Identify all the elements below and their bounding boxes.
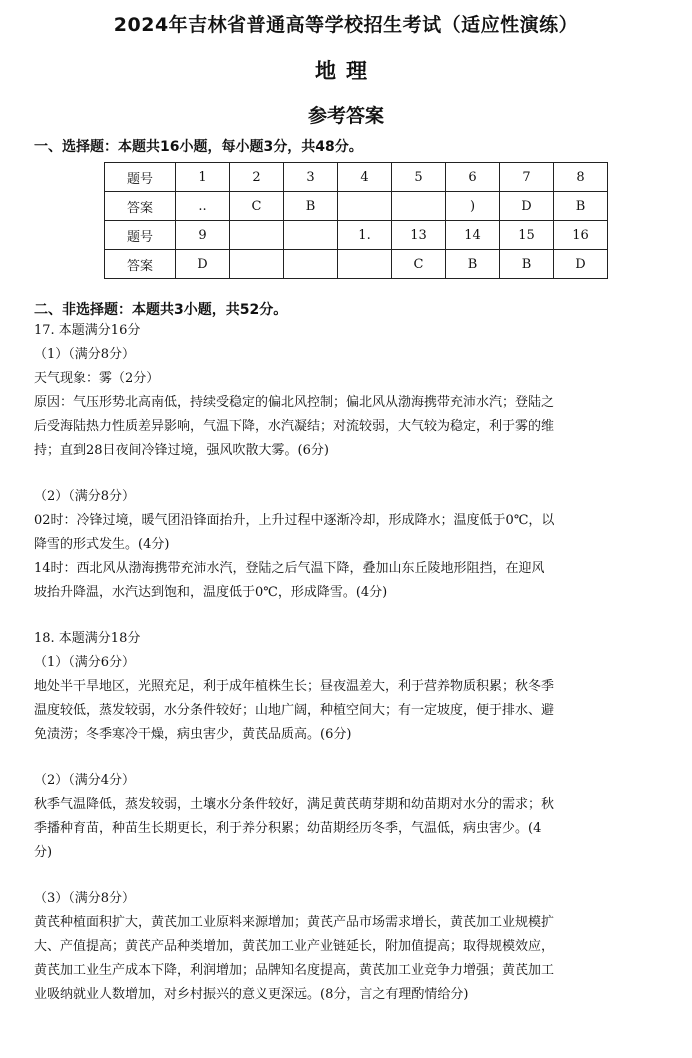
q17-part1-line: 持；直到28日夜间冷锋过境，强风吹散大雾。(6分) [34, 443, 329, 458]
answer-table-cell: D [500, 192, 554, 221]
answer-table-row [105, 221, 608, 250]
question-18 [34, 627, 658, 1007]
answer-table-row [105, 163, 608, 192]
q18-part3-head: （3）（满分8分） [34, 891, 136, 906]
q17-part1-line: 天气现象：雾（2分） [34, 371, 160, 386]
question-17 [34, 319, 658, 605]
q18-part2-line: 季播种育苗，种苗生长期更长，利于养分积累；幼苗期经历冬季，气温低，病虫害少。(4 [34, 821, 542, 836]
answer-table-cell: B [284, 192, 338, 221]
answer-table-cell [392, 192, 446, 221]
answer-table-cell: 14 [446, 221, 500, 250]
answer-table-cell: C [392, 250, 446, 279]
q18-part3-line: 大、产值提高；黄芪产品种类增加，黄芪加工业产业链延长，附加值提高；取得规模效应， [34, 939, 555, 954]
answer-table-cell [230, 250, 284, 279]
answer-table-cell: 9 [176, 221, 230, 250]
answer-table-cell: 15 [500, 221, 554, 250]
answer-table-cell [338, 250, 392, 279]
answer-table-cell: 2 [230, 163, 284, 192]
answer-table-cell: D [176, 250, 230, 279]
answer-table-row [105, 250, 608, 279]
q17-part2-line: 坡抬升降温，水汽达到饱和，温度低于0℃，形成降雪。(4分) [34, 585, 388, 600]
q17-part2-line: 降雪的形式发生。(4分) [34, 537, 170, 552]
q18-part1-head: （1）（满分6分） [34, 655, 136, 670]
answer-table-cell: B [446, 250, 500, 279]
answer-table-cell: 1 [176, 163, 230, 192]
answer-table-cell: ) [446, 192, 500, 221]
answer-table-cell: 16 [554, 221, 608, 250]
answer-table-cell: 7 [500, 163, 554, 192]
q18-title: 18. 本题满分18分 [34, 631, 141, 646]
answer-table-cell: B [554, 192, 608, 221]
q18-part2-head: （2）（满分4分） [34, 773, 136, 788]
q18-part1-line: 温度较低，蒸发较弱，水分条件较好；山地广阔，种植空间大；有一定坡度，便于排水、避 [34, 703, 555, 718]
answer-table-cell: .. [176, 192, 230, 221]
q18-part1-line: 免渍涝；冬季寒冷干燥，病虫害少，黄芪品质高。(6分) [34, 727, 352, 742]
q17-part2-head: （2）（满分8分） [34, 489, 136, 504]
answer-table-row-label: 题号 [105, 163, 176, 192]
q18-part2-line: 秋季气温降低，蒸发较弱，土壤水分条件较好，满足黄芪萌芽期和幼苗期对水分的需求；秋 [34, 797, 555, 812]
answer-table-cell [338, 192, 392, 221]
answer-table-cell: B [500, 250, 554, 279]
q18-part3-line: 黄芪加工业生产成本下降，利润增加；品牌知名度提高，黄芪加工业竞争力增强；黄芪加工 [34, 963, 555, 978]
answer-table-cell: 6 [446, 163, 500, 192]
answer-table-cell: 13 [392, 221, 446, 250]
section2-heading: 二、非选择题：本题共3小题，共52分。 [34, 302, 288, 318]
q17-part1-line: 原因：气压形势北高南低，持续受稳定的偏北风控制；偏北风从渤海携带充沛水汽；登陆之 [34, 395, 555, 410]
answer-table-cell: 3 [284, 163, 338, 192]
answer-table-cell [230, 221, 284, 250]
answer-table [104, 162, 608, 279]
q17-title: 17. 本题满分16分 [34, 323, 141, 338]
q18-part3-line: 业吸纳就业人数增加，对乡村振兴的意义更深远。(8分，言之有理酌情给分) [34, 987, 469, 1002]
q18-part2-line: 分) [34, 845, 53, 860]
answer-table-row-label: 题号 [105, 221, 176, 250]
q17-part1-line: 后受海陆热力性质差异影响，气温下降，水汽凝结；对流较弱，大气较为稳定，利于雾的维 [34, 419, 555, 434]
answer-table-row-label: 答案 [105, 250, 176, 279]
answer-table-cell [284, 221, 338, 250]
answer-table-cell: 4 [338, 163, 392, 192]
answer-table-cell: 5 [392, 163, 446, 192]
answer-table-row [105, 192, 608, 221]
q18-part3-line: 黄芪种植面积扩大，黄芪加工业原料来源增加；黄芪产品市场需求增长，黄芪加工业规模扩 [34, 915, 555, 930]
exam-title: 2024年吉林省普通高等学校招生考试（适应性演练） [113, 14, 579, 36]
answer-table-cell: 8 [554, 163, 608, 192]
answer-table-row-label: 答案 [105, 192, 176, 221]
q17-part1-head: （1）（满分8分） [34, 347, 136, 362]
answer-key-title: 参考答案 [307, 105, 384, 127]
answer-table-cell [284, 250, 338, 279]
q17-part2-line: 02时：冷锋过境，暖气团沿锋面抬升，上升过程中逐渐冷却，形成降水；温度低于0℃，以 [34, 513, 555, 528]
subject-title: 地理 [315, 59, 377, 83]
answer-table-cell: 1. [338, 221, 392, 250]
section1-heading: 一、选择题：本题共16小题，每小题3分，共48分。 [34, 139, 363, 155]
q17-part2-line: 14时：西北风从渤海携带充沛水汽，登陆之后气温下降，叠加山东丘陵地形阻挡，在迎风 [34, 561, 545, 576]
answer-table-cell: C [230, 192, 284, 221]
answer-table-cell: D [554, 250, 608, 279]
q18-part1-line: 地处半干旱地区，光照充足，利于成年植株生长；昼夜温差大，利于营养物质积累；秋冬季 [34, 679, 555, 694]
